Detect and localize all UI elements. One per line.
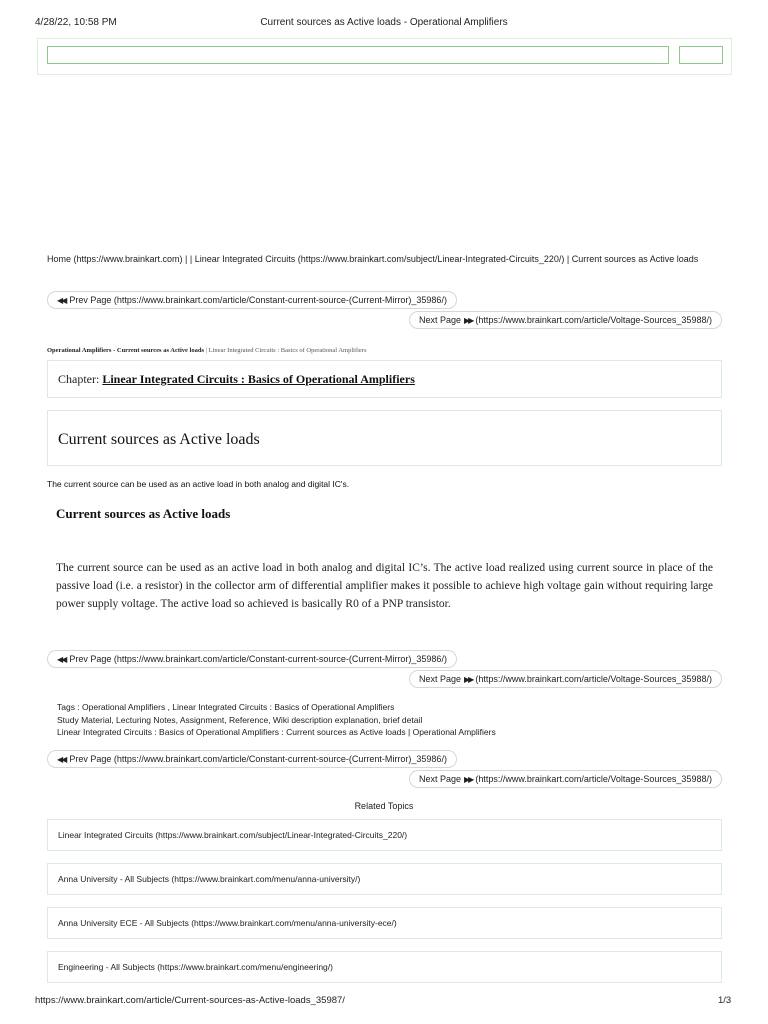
breadcrumb-home[interactable]: Home (https://www.brainkart.com) [47, 254, 183, 264]
tags-keywords: Study Material, Lecturing Notes, Assignment, Reference, Wiki description explanation, brief detail [57, 714, 423, 725]
related-topic-item[interactable]: Linear Integrated Circuits (https://www.brainkart.com/subject/Linear-Integrated-Circuits_220/) [47, 819, 722, 851]
double-left-arrow-icon: ◀◀ [57, 655, 66, 664]
double-left-arrow-icon: ◀◀ [57, 296, 66, 305]
tags-line: Tags : Operational Amplifiers , Linear Integrated Circuits : Basics of Operational Amplifiers [57, 702, 395, 712]
next-page-url: (https://www.brainkart.com/article/Voltage-Sources_35988/) [475, 674, 712, 684]
double-right-arrow-icon: ▶▶ [464, 316, 473, 325]
search-button[interactable] [679, 46, 723, 64]
next-page-button[interactable] [409, 770, 722, 788]
double-right-arrow-icon: ▶▶ [464, 675, 473, 684]
chapter-label: Chapter: [58, 372, 103, 386]
prev-page-button[interactable] [47, 650, 457, 668]
breadcrumb-current: Current sources as Active loads [571, 254, 699, 264]
tags-path: Linear Integrated Circuits : Basics of Operational Amplifiers : Current sources as Active loads | Operational Amplifiers [57, 727, 496, 737]
prev-page-label: Prev Page (https://www.brainkart.com/article/Constant-current-source-(Current-Mirror)_35986/) [69, 295, 447, 305]
double-right-arrow-icon: ▶▶ [464, 775, 473, 784]
article-intro: The current source can be used as an active load in both analog and digital IC's. [47, 479, 350, 489]
prev-page-label: Prev Page (https://www.brainkart.com/article/Constant-current-source-(Current-Mirror)_35986/) [69, 654, 447, 664]
article-paragraph: The current source can be used as an active load in both analog and digital IC’s. The active load realized using current source in place of the passive load (i.e. a resistor) in the collector arm of differential amplifier makes it possible to achieve high voltage gain without requiring large power supply voltage. The active load so achieved is basically R0 of a PNP transistor. [56, 562, 713, 610]
article-meta [47, 347, 367, 354]
article-title-box [47, 410, 722, 466]
prev-page-button[interactable] [47, 291, 457, 309]
related-topic-item[interactable]: Anna University ECE - All Subjects (https://www.brainkart.com/menu/anna-university-ece/) [47, 907, 722, 939]
chapter-link[interactable]: Linear Integrated Circuits : Basics of Operational Amplifiers [102, 372, 415, 386]
tags-block [57, 701, 496, 739]
print-title: Current sources as Active loads - Operational Amplifiers [260, 17, 508, 28]
chapter-box [47, 360, 722, 398]
prev-page-button[interactable] [47, 750, 457, 768]
next-page-button[interactable] [409, 670, 722, 688]
breadcrumb-separator: | [564, 254, 572, 264]
next-page-label: Next Page [419, 774, 462, 784]
next-page-label: Next Page [419, 674, 462, 684]
next-page-label: Next Page [419, 315, 462, 325]
related-topic-item[interactable]: Engineering - All Subjects (https://www.brainkart.com/menu/engineering/) [47, 951, 722, 983]
next-page-url: (https://www.brainkart.com/article/Voltage-Sources_35988/) [475, 315, 712, 325]
breadcrumb-subject[interactable]: Linear Integrated Circuits (https://www.brainkart.com/subject/Linear-Integrated-Circuits_220/) [194, 254, 565, 264]
print-datetime: 4/28/22, 10:58 PM [35, 17, 117, 28]
search-input[interactable] [47, 46, 669, 64]
print-page-number: 1/3 [718, 995, 732, 1006]
meta-bold: Operational Amplifiers - Current sources as Active loads [47, 347, 205, 354]
related-topics-title: Related Topics [354, 801, 414, 811]
double-left-arrow-icon: ◀◀ [57, 755, 66, 764]
print-url: https://www.brainkart.com/article/Current-sources-as-Active-loads_35987/ [35, 995, 345, 1006]
article-heading: Current sources as Active loads [56, 506, 231, 521]
next-page-url: (https://www.brainkart.com/article/Voltage-Sources_35988/) [475, 774, 712, 784]
next-page-button[interactable] [409, 311, 722, 329]
breadcrumb [47, 254, 719, 266]
prev-page-label: Prev Page (https://www.brainkart.com/article/Constant-current-source-(Current-Mirror)_35986/) [69, 754, 447, 764]
breadcrumb-separator: | | [182, 254, 195, 264]
related-topic-item[interactable]: Anna University - All Subjects (https://www.brainkart.com/menu/anna-university/) [47, 863, 722, 895]
page-title: Current sources as Active loads [58, 431, 260, 448]
meta-rest: | Linear Integrated Circuits : Basics of Operational Amplifiers [204, 347, 367, 354]
